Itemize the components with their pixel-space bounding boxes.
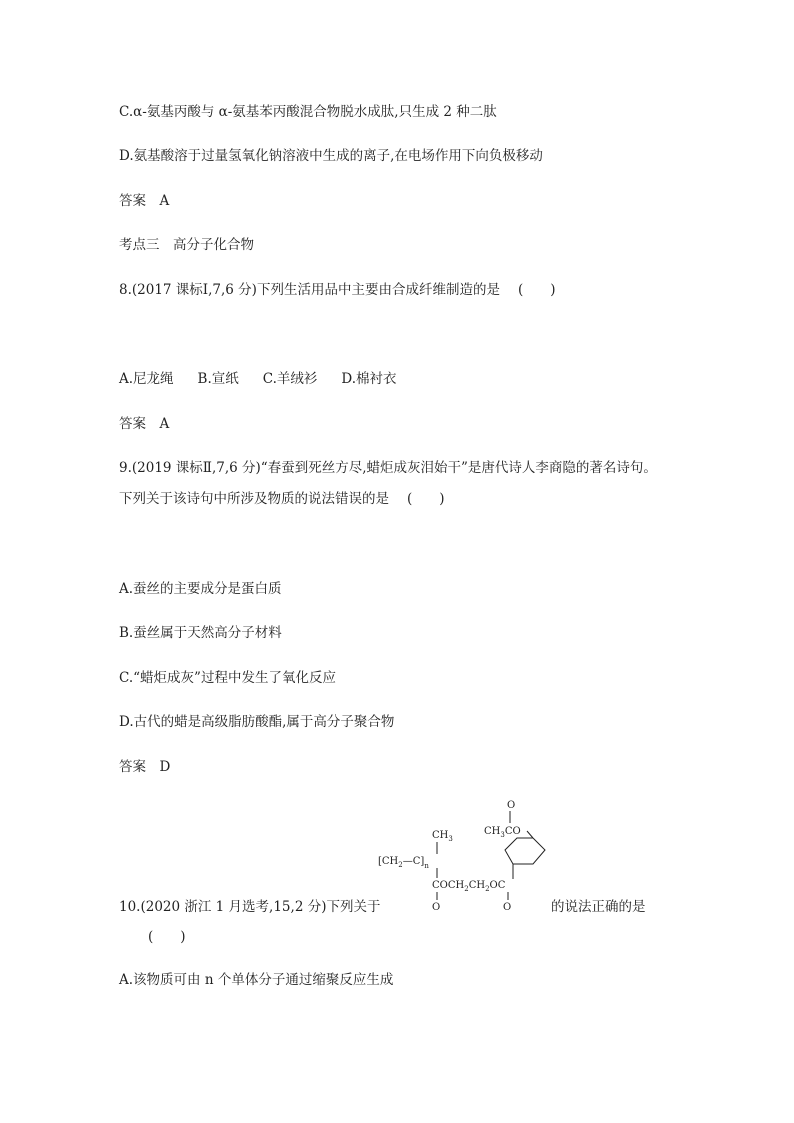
acetoxy-group	[484, 826, 521, 839]
q9-option-d: D.古代的蜡是高级脂肪酸酯,属于高分子聚合物	[119, 714, 395, 730]
backbone-c: C	[412, 856, 421, 867]
q10-stem-tail: 的说法正确的是	[551, 899, 646, 915]
acetoxy-to-ring-bond	[527, 831, 533, 838]
q8-option-a: A.尼龙绳	[119, 371, 174, 387]
q9-answer: 答案 D	[119, 759, 171, 775]
ester-chain	[432, 880, 506, 893]
q8-option-c: C.羊绒衫	[262, 371, 318, 387]
q10-option-a: A.该物质可由 n 个单体分子通过缩聚反应生成	[119, 972, 394, 988]
backbone-sub: 2	[398, 861, 403, 869]
methyl-group	[432, 830, 453, 843]
ester-sub2: 2	[485, 885, 490, 893]
q9-stem-text: 下列关于该诗句中所涉及物质的说法错误的是	[119, 491, 389, 507]
q9-option-b: B.蚕丝属于天然高分子材料	[119, 625, 282, 641]
q9-blank: ( )	[407, 491, 445, 507]
ester-oc: OC	[489, 880, 506, 891]
cyclohexane-ring	[505, 838, 545, 864]
acetoxy-carbonyl-o: O	[507, 800, 516, 811]
q8-blank: ( )	[517, 282, 556, 298]
polymer-structure-diagram	[370, 796, 550, 916]
q7-option-d: D.氨基酸溶于过量氢氧化钠溶液中生成的离子,在电场作用下向负极移动	[119, 148, 543, 164]
acetoxy-co: CO	[504, 826, 521, 837]
q10-blank: ( )	[148, 929, 186, 945]
methyl-sub: 3	[448, 835, 453, 843]
ester-sub1: 2	[464, 885, 469, 893]
q8-stem-text: 8.(2017 课标Ⅰ,7,6 分)下列生活用品中主要由合成纤维制造的是	[119, 282, 500, 298]
q8-option-d: D.棉衬衣	[341, 371, 397, 387]
q9-stem-line2	[119, 490, 445, 508]
q7-option-c: C.α-氨基丙酸与 α-氨基苯丙酸混合物脱水成肽,只生成 2 种二肽	[119, 104, 497, 120]
ester-coch: COCH	[432, 880, 465, 891]
q8-answer: 答案 A	[119, 416, 170, 432]
methyl-ch: CH	[432, 830, 449, 841]
section-heading: 考点三 高分子化合物	[119, 237, 254, 253]
repeat-n: n	[424, 862, 429, 870]
q8-options	[119, 370, 421, 388]
acetoxy-ch: CH	[484, 826, 501, 837]
ester-ch: CH	[468, 880, 486, 891]
q9-stem-line1: 9.(2019 课标Ⅱ,7,6 分)“春蚕到死丝方尽,蜡炬成灰泪始干”是唐代诗人李商隐的著名诗句。	[119, 460, 657, 476]
carbonyl-o-1: O	[432, 902, 441, 913]
q8-option-b: B.宣纸	[197, 371, 239, 387]
q8-stem	[119, 281, 556, 299]
acetoxy-sub: 3	[500, 831, 505, 839]
backbone: $[CH_2—C]_n$	[378, 856, 429, 870]
carbonyl-o-2: O	[503, 902, 512, 913]
q9-option-c: C.“蜡炬成灰”过程中发生了氧化反应	[119, 670, 336, 686]
backbone-ch: CH	[381, 856, 399, 867]
q10-stem: 10.(2020 浙江 1 月选考,15,2 分)下列关于	[119, 899, 381, 915]
q9-option-a: A.蚕丝的主要成分是蛋白质	[119, 581, 282, 597]
q7-answer: 答案 A	[119, 193, 170, 209]
